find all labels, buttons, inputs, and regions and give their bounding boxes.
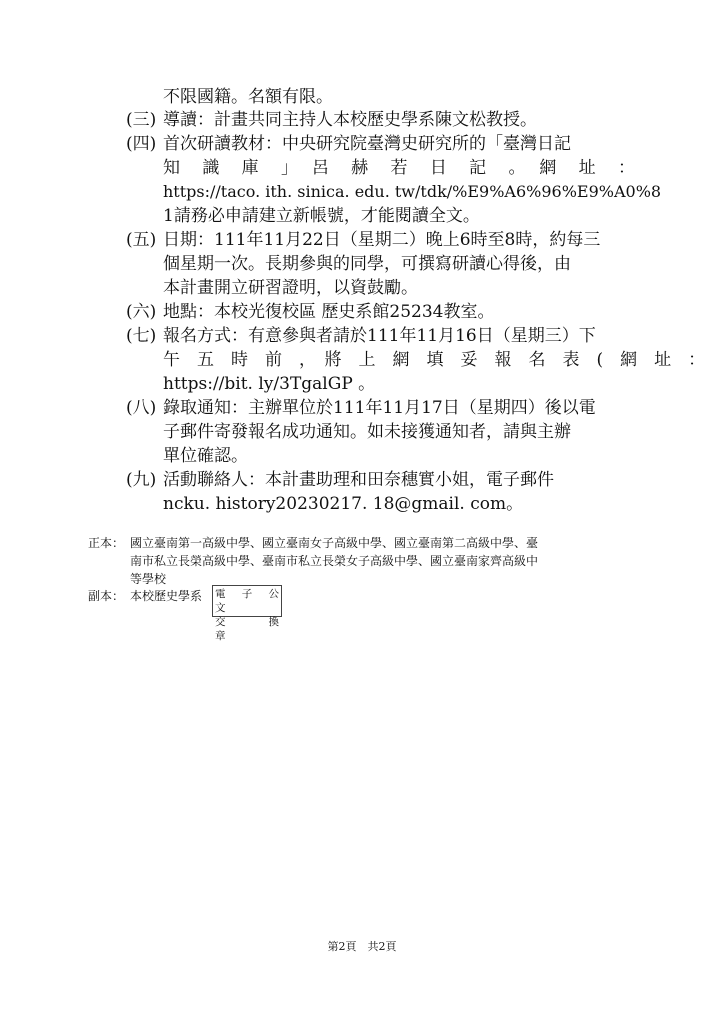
item-8-line-1: 錄取通知：主辦單位於111年11月17日（星期四）後以電 [163,398,596,418]
item-5-label: (五) [126,230,157,250]
item-6-label: (六) [126,302,157,322]
copy-recipients-label: 副本： [88,589,125,603]
item-9-line-2: ncku. history20230217. 18@gmail. com。 [163,494,524,514]
item-4-line-2: 知 識 庫 」 呂 赫 若 日 記 。 網 址 ： [163,158,635,178]
item-3-label: (三) [126,110,157,130]
stamp-line-1: 電 子 公 文 [215,588,290,614]
page-footer: 第2頁 共2頁 [327,940,397,953]
main-recipients-line-3: 等學校 [130,572,167,586]
item-5-line-1: 日期：111年11月22日（星期二）晚上6時至8時，約每三 [163,230,601,250]
item-4-line-3: https://taco. ith. sinica. edu. tw/tdk/%E9%A6%96%E9%A0%8 [163,182,662,201]
item-9-label: (九) [126,470,157,490]
item-9-line-1: 活動聯絡人：本計畫助理和田奈穗實小姐，電子郵件 [163,470,554,490]
item-7-label: (七) [126,326,157,346]
item-7-line-3: https://bit. ly/3TgalGP 。 [163,374,376,394]
main-recipients-line-1: 國立臺南第一高級中學、國立臺南女子高級中學、國立臺南第二高級中學、臺 [130,536,539,550]
item-8-label: (八) [126,398,157,418]
item-6-line-1: 地點：本校光復校區 歷史系館25234教室。 [163,302,495,322]
item-8-line-2: 子郵件寄發報名成功通知。如未接獲通知者，請與主辦 [163,422,571,442]
copy-recipients-text: 本校歷史學系 [130,589,203,603]
item-4-line-1: 首次研讀教材：中央研究院臺灣史研究所的「臺灣日記 [163,134,571,154]
item-7-line-2: 午 五 時 前 ， 將 上 網 填 妥 報 名 表 ( 網 址 ： [163,350,706,370]
item-4-label: (四) [126,134,157,154]
item-7-line-1: 報名方式：有意參與者請於111年11月16日（星期三）下 [163,326,596,346]
continued-text: 不限國籍。名額有限。 [163,87,333,107]
item-5-line-3: 本計畫開立研習證明，以資鼓勵。 [163,278,418,298]
e-document-exchange-stamp [212,585,300,642]
item-4-line-4: 1請務必申請建立新帳號，才能閱讀全文。 [163,206,480,226]
item-5-line-2: 個星期一次。長期參與的同學，可撰寫研讀心得後，由 [163,254,571,274]
main-recipients-label: 正本： [88,536,125,550]
main-recipients-line-2: 南市私立長榮高級中學、臺南市私立長榮女子高級中學、國立臺南家齊高級中 [130,554,539,568]
item-3-line-1: 導讀：計畫共同主持人本校歷史學系陳文松教授。 [163,110,537,130]
stamp-line-2: 交 換 章 [215,616,300,642]
item-8-line-3: 單位確認。 [163,446,248,466]
